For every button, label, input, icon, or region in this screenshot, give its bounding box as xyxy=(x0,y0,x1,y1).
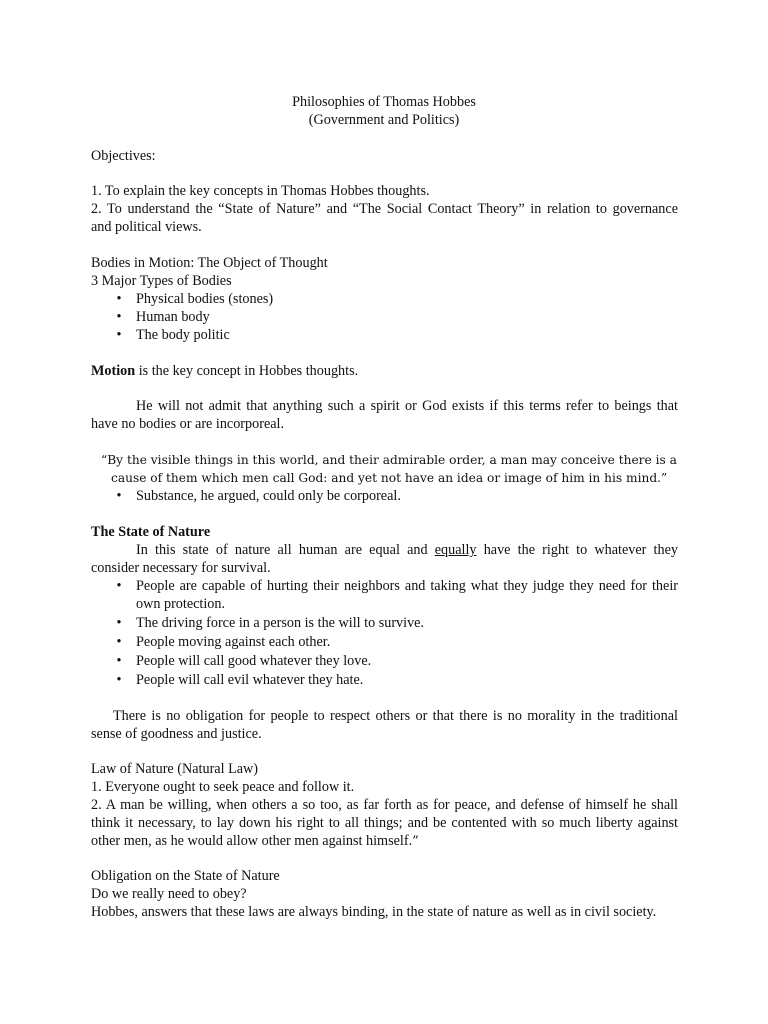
bullet-icon: • xyxy=(116,653,122,669)
motion-paragraph-line-2: have no bodies or are incorporeal. xyxy=(91,416,285,432)
state-of-nature-paragraph-line-2: consider necessary for survival. xyxy=(91,560,271,576)
state-of-nature-heading-text: The State of Nature xyxy=(91,524,211,540)
obligation-answer: Hobbes, answers that these laws are always binding, in the state of nature as well as in civil society. xyxy=(91,904,657,920)
bodies-subheading: 3 Major Types of Bodies xyxy=(91,273,232,289)
obligation-heading: Obligation on the State of Nature xyxy=(91,868,280,884)
bullet-icon: • xyxy=(116,615,122,631)
bullet-icon: • xyxy=(116,291,122,307)
list-item: People are capable of hurting their neighbors and taking what they judge they need for their xyxy=(136,578,678,594)
list-item: Physical bodies (stones) xyxy=(136,291,274,307)
list-item: The driving force in a person is the will to survive. xyxy=(136,615,425,631)
bullet-icon: • xyxy=(116,309,122,325)
list-item: People moving against each other. xyxy=(136,634,331,650)
bodies-heading: Bodies in Motion: The Object of Thought xyxy=(91,255,328,271)
law-item-1: 1. Everyone ought to seek peace and follow it. xyxy=(91,779,355,795)
law-item-2-line-3 xyxy=(91,832,419,851)
closing-quote: ” xyxy=(412,834,419,849)
no-obligation-paragraph-line-1: There is no obligation for people to respect others or that there is no morality in the traditional xyxy=(113,708,678,724)
objective-2-line-2: and political views. xyxy=(91,219,202,235)
law-item-2-text: other men, as he would allow other men against himself. xyxy=(91,833,413,849)
bullet-icon: • xyxy=(116,488,122,504)
underlined-word: equally xyxy=(434,542,477,558)
objectives-heading: Objectives: xyxy=(91,148,156,164)
list-item: People will call good whatever they love. xyxy=(136,653,372,669)
list-item: Substance, he argued, could only be corporeal. xyxy=(136,488,401,504)
document-title: Philosophies of Thomas Hobbes xyxy=(292,94,476,110)
motion-paragraph-line-1: He will not admit that anything such a spirit or God exists if this terms refer to beings that xyxy=(136,398,678,414)
list-item-continuation: own protection. xyxy=(136,596,226,612)
law-item-2-line-1: 2. A man be willing, when others a so too, as far forth as for peace, and defense of himself he shall xyxy=(91,797,678,813)
state-of-nature-paragraph-line-1 xyxy=(136,541,678,559)
list-item: People will call evil whatever they hate. xyxy=(136,672,364,688)
list-item: The body politic xyxy=(136,327,230,343)
list-item: Human body xyxy=(136,309,210,325)
law-item-2-line-2: think it necessary, to lay down his right to all things; and be contented with so much liberty against xyxy=(91,815,678,831)
motion-statement xyxy=(91,362,358,380)
obligation-question: Do we really need to obey? xyxy=(91,886,247,902)
quote-line-2: cause of them which men call God: and yet not have an idea or image of him in his mind.” xyxy=(111,471,668,485)
state-of-nature-heading xyxy=(91,523,210,541)
objective-2-line-1: 2. To understand the “State of Nature” and “The Social Contact Theory” in relation to governance xyxy=(91,201,678,217)
bullet-icon: • xyxy=(116,578,122,594)
objective-1: 1. To explain the key concepts in Thomas Hobbes thoughts. xyxy=(91,183,430,199)
paragraph-text: In this state of nature all human are equal and xyxy=(136,542,435,558)
motion-statement-text: is the key concept in Hobbes thoughts. xyxy=(135,363,359,379)
quote-line-1: “By the visible things in this world, and their admirable order, a man may conceive there is a xyxy=(101,453,677,467)
bullet-icon: • xyxy=(116,327,122,343)
no-obligation-paragraph-line-2: sense of goodness and justice. xyxy=(91,726,262,742)
bullet-icon: • xyxy=(116,672,122,688)
document-subtitle: (Government and Politics) xyxy=(308,112,460,128)
motion-term: Motion xyxy=(91,363,136,379)
paragraph-text: have the right to whatever they xyxy=(476,542,678,558)
bullet-icon: • xyxy=(116,634,122,650)
law-of-nature-heading: Law of Nature (Natural Law) xyxy=(91,761,259,777)
